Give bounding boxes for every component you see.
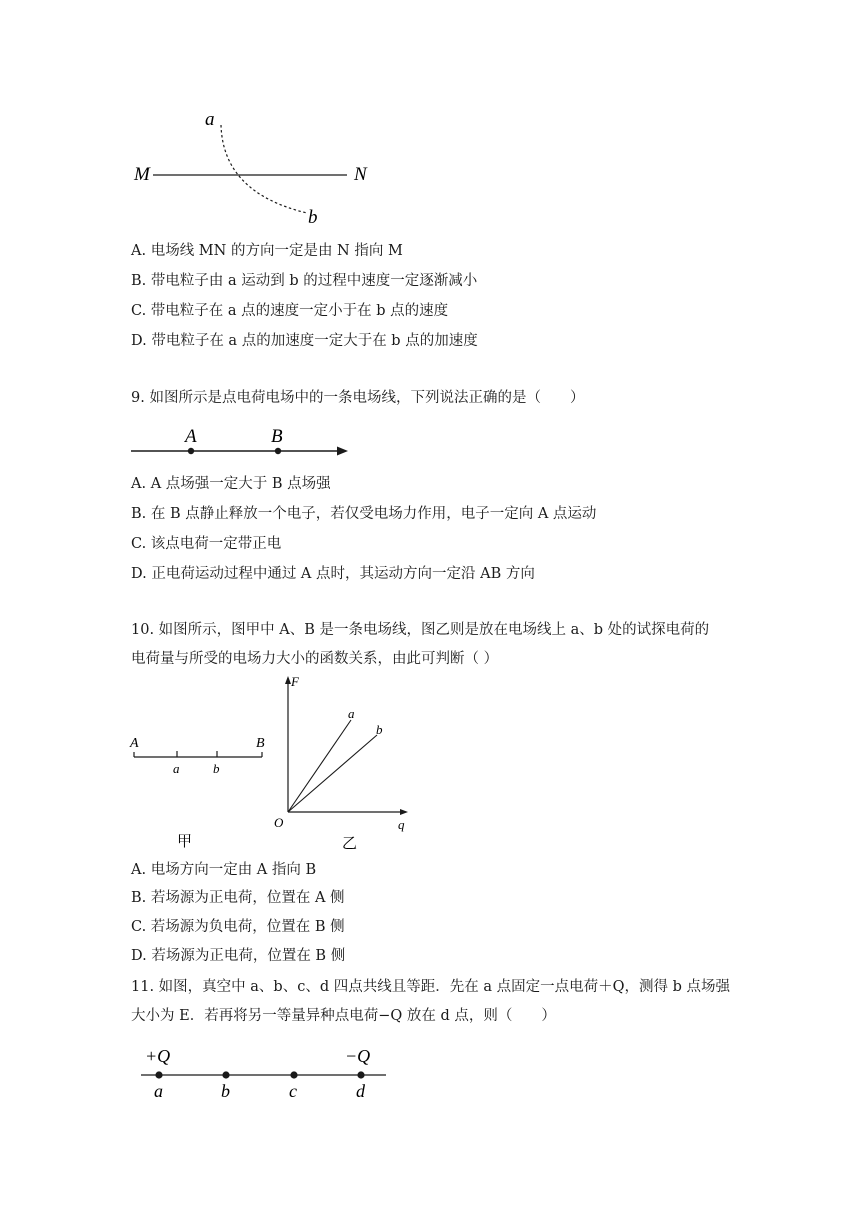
q11-stem-line2: 大小为 E．若再将另一等量异种点电荷−Q 放在 d 点，则（ ） [131, 1008, 556, 1024]
yi-label-q: q [398, 817, 405, 832]
yi-label-F: F [291, 674, 299, 689]
q8-option-c: C. 带电粒子在 a 点的速度一定小于在 b 点的速度 [131, 303, 449, 319]
q11-charge-minus: −Q [345, 1046, 371, 1066]
q9-figure [128, 420, 358, 465]
q9-point-a [188, 448, 194, 454]
jia-label-B: B [256, 736, 265, 751]
q11-charge-plus: +Q [145, 1046, 171, 1066]
q10-figure-jia [128, 730, 273, 850]
q9-option-a: A. A 点场强一定大于 B 点场强 [131, 476, 331, 492]
q10-option-d: D. 若场源为正电荷，位置在 B 侧 [131, 948, 346, 964]
q11-point-a [155, 1071, 162, 1078]
q11-label-c: c [289, 1081, 297, 1101]
q11-stem-line1: 11. 如图，真空中 a、b、c、d 四点共线且等距．先在 a 点固定一点电荷＋Q，测得 b 点场强 [131, 979, 730, 995]
q9-label-b: B [271, 426, 283, 447]
yi-label-a: a [348, 706, 355, 721]
q11-point-d [357, 1071, 364, 1078]
q11-label-a: a [154, 1081, 163, 1101]
q9-option-c: C. 该点电荷一定带正电 [131, 536, 282, 552]
jia-caption: 甲 [177, 834, 193, 850]
q10-option-b: B. 若场源为正电荷，位置在 A 侧 [131, 890, 345, 906]
q10-stem-line1: 10. 如图所示，图甲中 A、B 是一条电场线，图乙则是放在电场线上 a、b 处的试探电荷的 [131, 622, 710, 638]
particle-trajectory [221, 125, 307, 213]
q8-option-a: A. 电场线 MN 的方向一定是由 N 指向 M [131, 243, 403, 259]
q11-point-b [222, 1071, 229, 1078]
q11-point-c [290, 1071, 297, 1078]
label-n: N [354, 164, 367, 185]
jia-label-a: a [173, 761, 180, 776]
label-b: b [308, 207, 318, 228]
label-a: a [205, 109, 215, 130]
yi-label-O: O [274, 815, 284, 830]
jia-label-A: A [130, 736, 139, 751]
q11-label-b: b [221, 1081, 230, 1101]
q8-figure [125, 105, 385, 230]
q11-figure [135, 1040, 395, 1108]
q10-stem-line2: 电荷量与所受的电场力大小的函数关系，由此可判断（ ） [131, 651, 499, 667]
q9-option-b: B. 在 B 点静止释放一个电子，若仅受电场力作用，电子一定向 A 点运动 [131, 506, 597, 522]
label-m: M [134, 164, 150, 185]
q10-option-a: A. 电场方向一定由 A 指向 B [131, 862, 317, 878]
yi-label-b: b [376, 722, 383, 737]
q9-stem: 9. 如图所示是点电荷电场中的一条电场线，下列说法正确的是（ ） [131, 390, 585, 406]
q10-figure-yi [270, 672, 420, 852]
q8-option-b: B. 带电粒子由 a 运动到 b 的过程中速度一定逐渐减小 [131, 273, 478, 289]
yi-caption: 乙 [342, 836, 358, 852]
q9-label-a: A [185, 426, 197, 447]
yi-x-arrow [400, 809, 408, 815]
q8-option-d: D. 带电粒子在 a 点的加速度一定大于在 b 点的加速度 [131, 333, 478, 349]
q9-arrowhead [337, 447, 348, 456]
q10-option-c: C. 若场源为负电荷，位置在 B 侧 [131, 919, 345, 935]
q9-point-b [275, 448, 281, 454]
q11-label-d: d [356, 1081, 365, 1101]
jia-label-b: b [213, 761, 220, 776]
q9-option-d: D. 正电荷运动过程中通过 A 点时，其运动方向一定沿 AB 方向 [131, 566, 535, 582]
